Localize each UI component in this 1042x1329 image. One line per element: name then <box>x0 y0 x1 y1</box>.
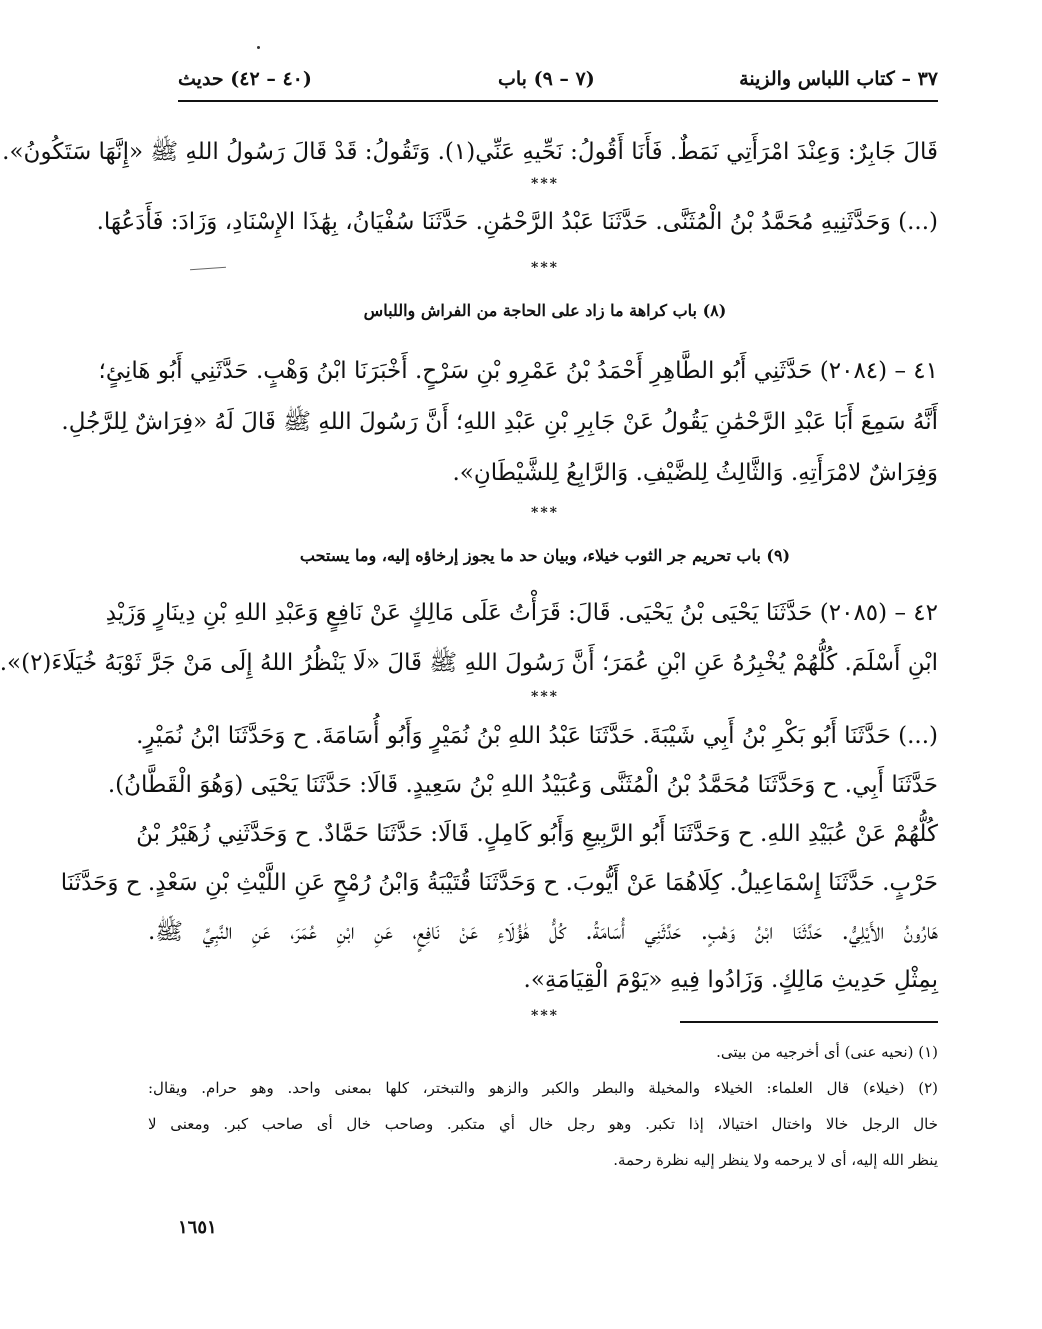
text-line: بِمِثْلِ حَدِيثِ مَالِكٍ. وَزَادُوا فِيهِ «يَوْمَ الْقِيَامَةِ». <box>523 967 938 993</box>
footnote-line: (١) (نحيه عنى) أى أخرجيه من بيتى. <box>716 1043 938 1061</box>
running-header <box>178 60 938 102</box>
header-book-title: ٣٧ – كتاب اللباس والزينة <box>739 68 938 90</box>
separator-stars: *** <box>531 176 559 192</box>
separator-stars: *** <box>531 689 559 705</box>
separator-stars: *** <box>531 260 559 276</box>
text-line: (...) وَحَدَّثَنِيهِ مُحَمَّدُ بْنُ الْمُثَنَّى. حَدَّثَنَا عَبْدُ الرَّحْمَٰنِ. حَدَّثَنَا سُفْيَانُ، بِهَٰذَا الإِسْنَادِ، وَزَادَ: فَأَدَعُهَا. <box>96 209 938 235</box>
chapter-heading: (٨) باب كراهة ما زاد على الحاجة من الفراش واللباس <box>363 301 727 320</box>
text-line: ابْنِ أَسْلَمَ. كُلُّهُمْ يُخْبِرُهُ عَنِ ابْنِ عُمَرَ؛ أَنَّ رَسُولَ اللهِ ﷺ قَالَ «لَا يَنْظُرُ اللهُ إِلَى مَنْ جَرَّ ثَوْبَهُ خُيَلَاءَ(٢)». <box>0 650 938 676</box>
text-line: أَنَّهُ سَمِعَ أَبَا عَبْدِ الرَّحْمَٰنِ يَقُولُ عَنْ جَابِرِ بْنِ عَبْدِ اللهِ؛ أَنَّ رَسُولَ اللهِ ﷺ قَالَ لَهُ «فِرَاشٌ لِلرَّجُلِ. <box>61 409 938 435</box>
text-line: حَرْبٍ. حَدَّثَنَا إِسْمَاعِيلُ. كِلَاهُمَا عَنْ أَيُّوبَ. ح وَحَدَّثَنَا قُتَيْبَةُ وَابْنُ رُمْحٍ عَنِ اللَّيْثِ بْنِ سَعْدٍ. ح وَحَدَّثَنَا <box>60 870 938 896</box>
text-line: هَارُونُ الأَيْلِيُّ. حَدَّثَنَا ابْنُ وَهْبٍ. حَدَّثَنِي أُسَامَةُ. كُلُّ هَٰؤُلَاءِ عَنْ نَافِعٍ، عَنِ ابْنِ عُمَرَ، عَنِ النَّبِيِّ ﷺ. <box>148 919 938 945</box>
text-line: ٤١ – (٢٠٨٤) حَدَّثَنِي أَبُو الطَّاهِرِ أَحْمَدُ بْنُ عَمْرِو بْنِ سَرْحٍ. أَخْبَرَنَا ابْنُ وَهْبٍ. حَدَّثَنِي أَبُو هَانِئٍ؛ <box>98 358 938 384</box>
text-line: ٤٢ – (٢٠٨٥) حَدَّثَنَا يَحْيَى بْنُ يَحْيَى. قَالَ: قَرَأْتُ عَلَى مَالِكٍ عَنْ نَافِعٍ وَعَبْدِ اللهِ بْنِ دِينَارٍ وَزَيْدِ <box>105 600 938 626</box>
text-line: قَالَ جَابِرٌ: وَعِنْدَ امْرَأَتِي نَمَطٌ. فَأَنَا أَقُولُ: نَحِّيهِ عَنِّي(١). وَتَقُولُ: قَدْ قَالَ رَسُولُ اللهِ ﷺ «إِنَّهَا سَتَكُونُ». <box>2 139 938 165</box>
text-line: (...) حَدَّثَنَا أَبُو بَكْرِ بْنُ أَبِي شَيْبَةَ. حَدَّثَنَا عَبْدُ اللهِ بْنُ نُمَيْرٍ وَأَبُو أُسَامَةَ. ح وَحَدَّثَنَا ابْنُ نُمَيْرٍ. <box>136 723 938 749</box>
footnote-line: خال الرجل خالا واختال اختيالا، إذا تكبر. وهو رجل خال أي متكبر. وصاحب خال أى صاحب كبر. ومعنى لا <box>148 1115 938 1133</box>
footnote-line: ينظر الله إليه، أى لا يرحمه ولا ينظر إليه نظرة رحمة. <box>613 1151 938 1169</box>
print-speck <box>257 46 260 49</box>
separator-stars: *** <box>531 1008 559 1024</box>
header-hadith-range: (٤٠ – ٤٢) حديث <box>178 68 312 90</box>
header-chapter-range: (٧ – ٩) باب <box>498 68 595 90</box>
footnote-line: (٢) (خيلاء) قال العلماء: الخيلاء والمخيلة والبطر والكبر والزهو والتبختر، كلها بمعنى واحد. وهو حرام. ويقال: <box>148 1079 938 1097</box>
separator-stars: *** <box>531 505 559 521</box>
text-line: حَدَّثَنَا أَبِي. ح وَحَدَّثَنَا مُحَمَّدُ بْنُ الْمُثَنَّى وَعُبَيْدُ اللهِ بْنُ سَعِيدٍ. قَالَا: حَدَّثَنَا يَحْيَى (وَهُوَ الْقَطَّانُ). <box>107 772 938 798</box>
text-line: وَفِرَاشٌ لامْرَأَتِهِ. وَالثَّالِثُ لِلضَّيْفِ. وَالرَّابِعُ لِلشَّيْطَانِ». <box>452 460 938 486</box>
chapter-heading: (٩) باب تحريم جر الثوب خيلاء، وبيان حد ما يجوز إرخاؤه إليه، وما يستحب <box>299 546 791 565</box>
footnote-rule <box>680 1021 938 1023</box>
text-line: كُلُّهُمْ عَنْ عُبَيْدِ اللهِ. ح وَحَدَّثَنَا أَبُو الرَّبِيعِ وَأَبُو كَامِلٍ. قَالَا: حَدَّثَنَا حَمَّادٌ. ح وَحَدَّثَنِي زُهَيْرُ بْنُ <box>136 821 938 847</box>
page-number: ١٦٥١ <box>178 1217 217 1238</box>
